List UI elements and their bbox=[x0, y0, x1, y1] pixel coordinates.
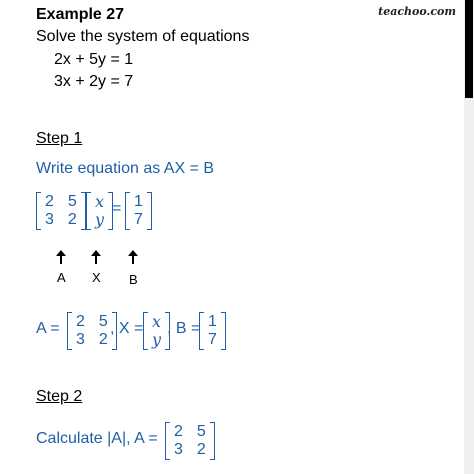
step1-heading: Step 1 bbox=[36, 130, 83, 147]
step2-heading: Step 2 bbox=[36, 388, 83, 405]
step2-matrix-A bbox=[165, 422, 215, 460]
equals-sign: = bbox=[112, 200, 122, 217]
matrix-cell: 2 bbox=[98, 331, 108, 348]
matrix-cells bbox=[41, 192, 81, 230]
matrix-cell: 3 bbox=[45, 211, 54, 228]
matrix-X bbox=[86, 192, 113, 230]
watermark: teachoo.com bbox=[378, 5, 456, 18]
matrix-cell: 2 bbox=[76, 313, 85, 330]
def-matrix-B bbox=[199, 312, 226, 350]
matrix-cell: 3 bbox=[76, 331, 85, 348]
matrix-cell: 1 bbox=[134, 193, 143, 210]
equation-2: 3x + 2y = 7 bbox=[54, 73, 134, 90]
matrix-cells bbox=[204, 312, 221, 350]
up-arrow-icon bbox=[128, 250, 138, 264]
matrix-cell: 2 bbox=[45, 193, 54, 210]
matrix-cells bbox=[130, 192, 147, 230]
matrix-cell: 7 bbox=[134, 211, 143, 228]
label-A: A bbox=[57, 270, 66, 285]
matrix-cell: 5 bbox=[98, 313, 108, 330]
scrollbar-thumb[interactable] bbox=[465, 0, 473, 98]
right-bracket bbox=[147, 192, 152, 230]
matrix-cell: x bbox=[152, 312, 162, 331]
matrix-cell: y bbox=[95, 210, 105, 229]
matrix-cells bbox=[148, 312, 165, 350]
matrix-cell: 3 bbox=[174, 441, 183, 458]
def-X-label: , X = bbox=[110, 320, 144, 337]
right-bracket bbox=[221, 312, 226, 350]
matrix-cell: 2 bbox=[67, 211, 77, 228]
problem-intro: Solve the system of equations bbox=[36, 28, 250, 45]
def-B-label: , B = bbox=[167, 320, 201, 337]
matrix-cells bbox=[170, 422, 210, 460]
matrix-cell: 5 bbox=[67, 193, 77, 210]
matrix-A bbox=[36, 192, 86, 230]
matrix-cell: 2 bbox=[196, 441, 206, 458]
matrix-B bbox=[125, 192, 152, 230]
up-arrow-icon bbox=[91, 250, 101, 264]
right-bracket bbox=[210, 422, 215, 460]
def-matrix-X bbox=[143, 312, 170, 350]
example-title: Example 27 bbox=[36, 6, 125, 23]
matrix-cell: 7 bbox=[208, 331, 217, 348]
label-X: X bbox=[92, 270, 101, 285]
label-B: B bbox=[129, 272, 138, 287]
matrix-cell: 2 bbox=[174, 423, 183, 440]
matrix-cells bbox=[72, 312, 112, 350]
step2-instruction: Calculate |A|, A = bbox=[36, 430, 158, 447]
matrix-cell: 1 bbox=[208, 313, 217, 330]
def-A-label: A = bbox=[36, 320, 60, 337]
equation-1: 2x + 5y = 1 bbox=[54, 51, 134, 68]
step1-instruction: Write equation as AX = B bbox=[36, 160, 215, 177]
matrix-cell: x bbox=[95, 192, 105, 211]
matrix-cell: 5 bbox=[196, 423, 206, 440]
matrix-cells bbox=[91, 192, 108, 230]
matrix-cell: y bbox=[152, 330, 162, 349]
scrollbar[interactable] bbox=[464, 0, 474, 474]
up-arrow-icon bbox=[56, 250, 66, 264]
